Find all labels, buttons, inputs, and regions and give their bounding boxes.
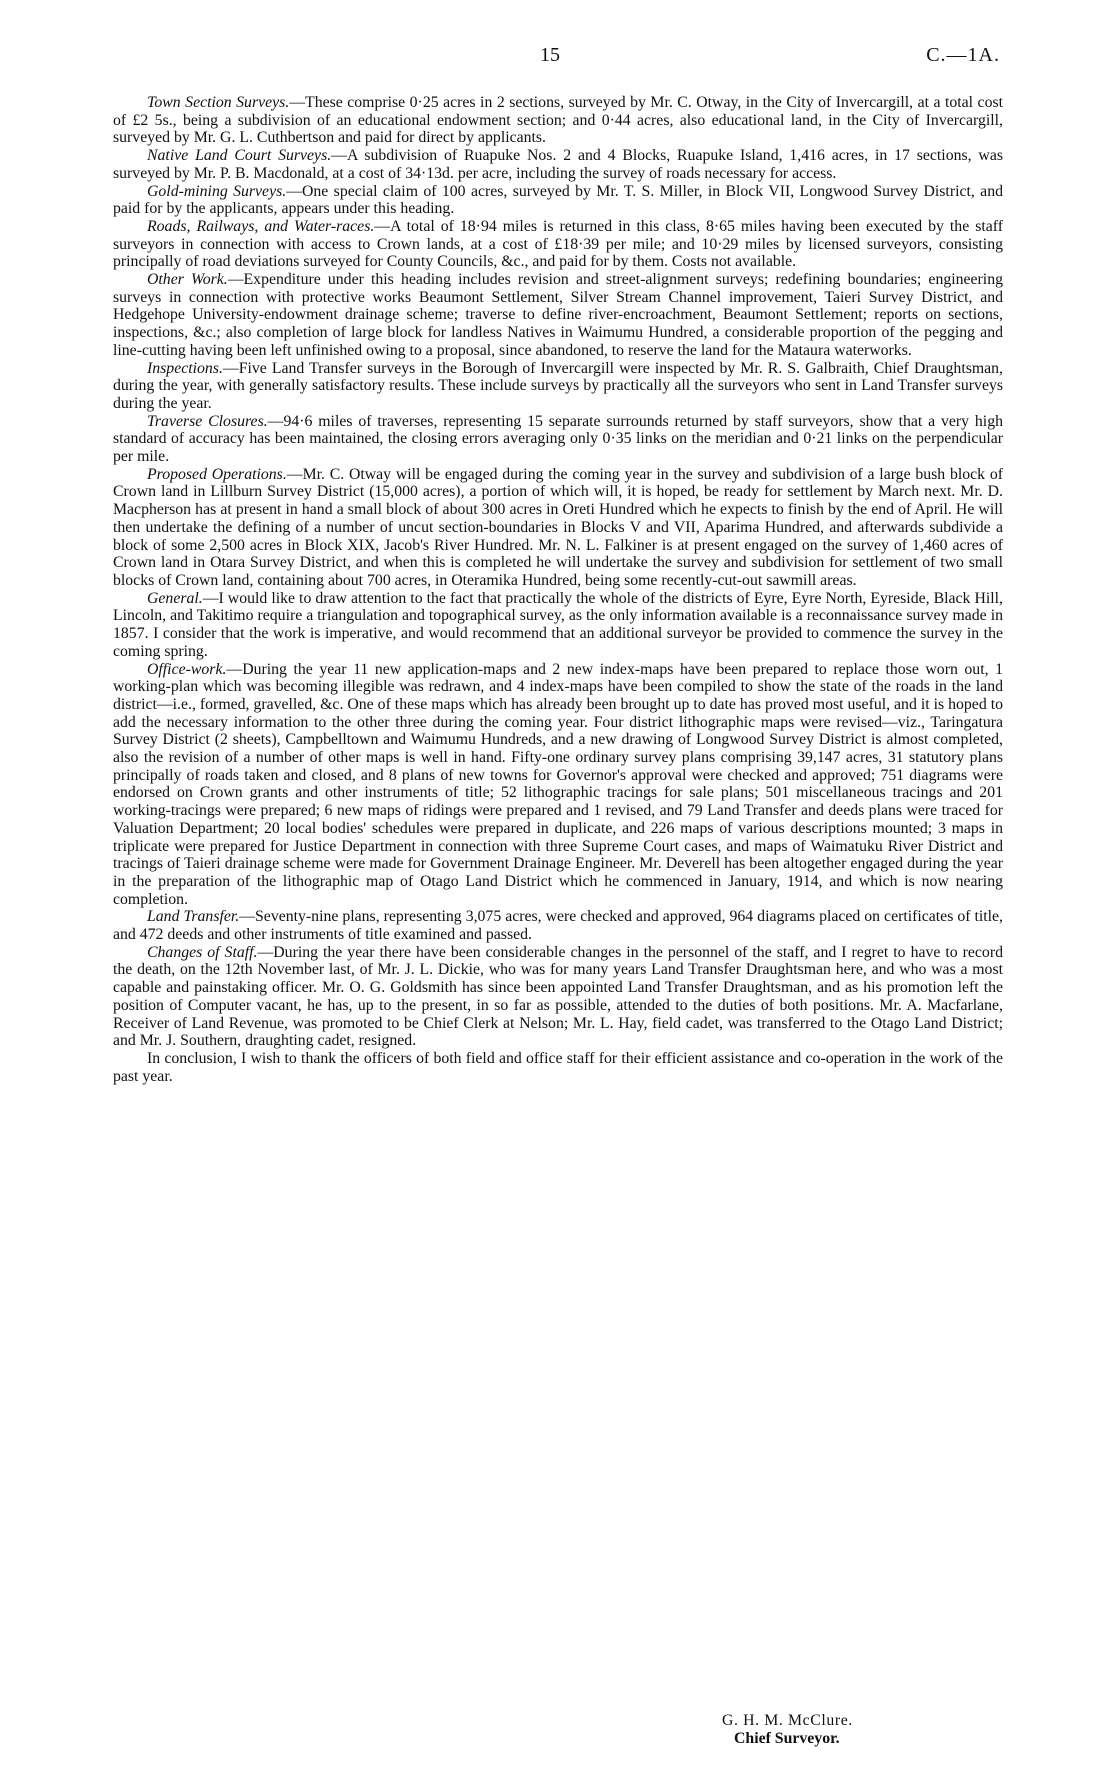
paragraph-text: In conclusion, I wish to thank the officers of both field and office staff for their efficient assistance and co-operation in the work of the past year. bbox=[113, 1049, 1003, 1085]
paragraph-heading: Land Transfer. bbox=[147, 908, 240, 926]
paragraph-text: —Seventy-nine plans, representing 3,075 acres, were checked and approved, 964 diagrams placed on certificates of title, and 472 deeds and other instruments of title examined and passed. bbox=[113, 908, 1003, 944]
paragraph-heading: Office-work. bbox=[147, 660, 227, 678]
paragraph-native-land-court-surveys bbox=[113, 147, 1003, 182]
paragraph-other-work bbox=[113, 271, 1003, 360]
paragraph-heading: Inspections. bbox=[147, 359, 223, 377]
paragraph-heading: Gold-mining Surveys. bbox=[147, 182, 287, 200]
paragraph-text: —Mr. C. Otway will be engaged during the coming year in the survey and subdivision of a large bush block of Crown land in Lillburn Survey District (15,000 acres), a portion of which will, it is hoped, be ready for settlement by March next. Mr. D. Macpherson has at present in hand a small block of about 300 acres in Oreti Hundred which he expects to finish by the end of April. He will then undertake the defining of a number of uncut section-boundaries in Blocks V and VII, Aparima Hundred, and afterwards subdivide a block of some 2,500 acres in Block XIX, Jacob's River Hundred. Mr. N. L. Falkiner is at present engaged on the survey of 1,460 acres of Crown land in Otara Survey District, and when this is completed he will undertake the survey and subdivision for settlement of two small blocks of Crown land, containing about 700 acres, in Oteramika Hundred, being some recently-cut-out sawmill areas. bbox=[113, 465, 1003, 589]
paragraph-heading: Proposed Operations. bbox=[147, 465, 287, 483]
signature-block bbox=[640, 1712, 900, 1748]
paragraph-text: —Expenditure under this heading includes revision and street-alignment surveys; redefining boundaries; engineering surveys in connection with protective works Beaumont Settlement, Silver Stream Channel improvement, Taieri Survey District, and Hedgehope University-endowment drainage scheme; traverse to define river-encroachment, Beaumont Settlement; reports on sections, inspections, &c.; also completion of large block for landless Natives in Waimumu Hundred, a considerable proportion of the pegging and line-cutting having been left unfinished owing to a proposal, since abandoned, to reserve the land for the Mataura waterworks. bbox=[113, 271, 1003, 359]
paragraph-gold-mining-surveys bbox=[113, 183, 1003, 218]
paragraph-text: —Five Land Transfer surveys in the Borough of Invercargill were inspected by Mr. R. S. Galbraith, Chief Draughtsman, during the year, with generally satisfactory results. These include surveys by practically all the surveyors who sent in Land Transfer surveys during the year. bbox=[113, 359, 1003, 412]
paragraph-general bbox=[113, 590, 1003, 661]
paragraph-text: —During the year there have been considerable changes in the personnel of the staff, and I regret to have to record the death, on the 12th November last, of Mr. J. L. Dickie, who was for many years Land Transfer Draughtsman here, and who was a most capable and painstaking officer. Mr. O. G. Goldsmith has since been appointed Land Transfer Draughtsman, and as his promotion left the position of Computer vacant, he has, up to the present, in so far as possible, attended to the duties of both positions. Mr. A. Macfarlane, Receiver of Land Revenue, was promoted to be Chief Clerk at Nelson; Mr. L. Hay, field cadet, was transferred to the Otago Land District; and Mr. J. Southern, draughting cadet, resigned. bbox=[113, 943, 1003, 1050]
paragraph-roads-railways bbox=[113, 218, 1003, 271]
paragraph-text: —94·6 miles of traverses, representing 15 separate surrounds returned by staff surveyors, show that a very high standard of accuracy has been maintained, the closing errors averaging only 0·35 links on the meridian and 0·21 links on the perpendicular per mile. bbox=[113, 412, 1003, 466]
paragraph-heading: Changes of Staff. bbox=[147, 943, 258, 961]
paragraph-conclusion bbox=[113, 1050, 1003, 1085]
paragraph-text: —I would like to draw attention to the fact that practically the whole of the districts of Eyre, Eyre North, Eyreside, Black Hill, Lincoln, and Takitimo require a triangulation and topographical survey, as the only information available is a reconnaissance survey made in 1857. I consider that the work is imperative, and would recommend that an additional surveyor be provided to commence the survey in the coming spring. bbox=[113, 589, 1003, 660]
paragraph-text: —A subdivision of Ruapuke Nos. 2 and 4 Blocks, Ruapuke Island, 1,416 acres, in 17 sections, was surveyed by Mr. P. B. Macdonald, at a cost of 34·13d. per acre, including the survey of roads necessary for access. bbox=[113, 147, 1003, 182]
report-body bbox=[113, 94, 1003, 1085]
document-code: C.—1A. bbox=[926, 44, 1000, 66]
page-number: 15 bbox=[540, 44, 560, 66]
paragraph-changes-of-staff bbox=[113, 944, 1003, 1050]
paragraph-heading: Town Section Surveys. bbox=[147, 94, 290, 111]
paragraph-text: —During the year 11 new application-maps and 2 new index-maps have been prepared to replace those worn out, 1 working-plan which was becoming illegible was redrawn, and 4 index-maps have been compiled to show the state of the roads in the land district—i.e., formed, gravelled, &c. One of these maps which has already been brought up to date has proved most useful, and it is hoped to add the necessary information to the other three during the coming year. Four district lithographic maps were revised—viz., Taringatura Survey District (2 sheets), Campbelltown and Waimumu Hundreds, and a new drawing of Longwood Survey District is almost completed, also the revision of a number of other maps is well in hand. Fifty-one ordinary survey plans comprising 39,147 acres, 31 statutory plans principally of roads taken and closed, and 8 plans of new towns for Governor's approval were checked and approved; 751 diagrams were endorsed on Crown grants and other instruments of title; 52 lithographic tracings for sale plans; 501 miscellaneous tracings and 201 working-tracings were prepared; 6 new maps of ridings were prepared and 1 revised, and 79 Land Transfer and deeds plans were traced for Valuation Department; 20 local bodies' schedules were prepared in duplicate, and 226 maps of various descriptions mounted; 3 maps in triplicate were prepared for Justice Department in connection with three Supreme Court cases, and maps of Waimatuku River District and tracings of Taieri drainage scheme were made for Government Drainage Engineer. Mr. Deverell has been altogether engaged during the year in the preparation of the lithographic map of Otago Land District which he commenced in January, 1914, and which is now nearing completion. bbox=[113, 660, 1003, 908]
paragraph-text: —One special claim of 100 acres, surveyed by Mr. T. S. Miller, in Block VII, Longwood Survey District, and paid for by the applicants, appears under this heading. bbox=[113, 182, 1003, 218]
paragraph-heading: Roads, Railways, and Water-races. bbox=[147, 217, 375, 235]
paragraph-inspections bbox=[113, 360, 1003, 413]
paragraph-heading: Other Work. bbox=[147, 271, 228, 289]
paragraph-land-transfer bbox=[113, 908, 1003, 943]
paragraph-text: —These comprise 0·25 acres in 2 sections, surveyed by Mr. C. Otway, in the City of Invercargill, at a total cost of £2 5s., being a subdivision of an educational endowment section; and 0·44 acres, also educational land, in the City of Invercargill, surveyed by Mr. G. L. Cuthbertson and paid for direct by applicants. bbox=[113, 94, 1004, 147]
paragraph-town-section-surveys bbox=[113, 94, 1003, 147]
paragraph-heading: Traverse Closures. bbox=[147, 412, 268, 430]
paragraph-heading: General. bbox=[147, 589, 203, 607]
paragraph-proposed-operations bbox=[113, 466, 1003, 590]
paragraph-text: —A total of 18·94 miles is returned in this class, 8·65 miles having been executed by the staff surveyors in connection with access to Crown lands, at a cost of £18·39 per mile; and 10·29 miles by licensed surveyors, consisting principally of road deviations surveyed for County Councils, &c., and paid for by them. Costs not available. bbox=[113, 217, 1003, 271]
paragraph-traverse-closures bbox=[113, 413, 1003, 466]
paragraph-heading: Native Land Court Surveys. bbox=[147, 147, 332, 165]
signatory-name: G. H. M. McClure. bbox=[722, 1712, 853, 1729]
paragraph-office-work bbox=[113, 661, 1003, 909]
signatory-title: Chief Surveyor. bbox=[734, 1730, 840, 1747]
